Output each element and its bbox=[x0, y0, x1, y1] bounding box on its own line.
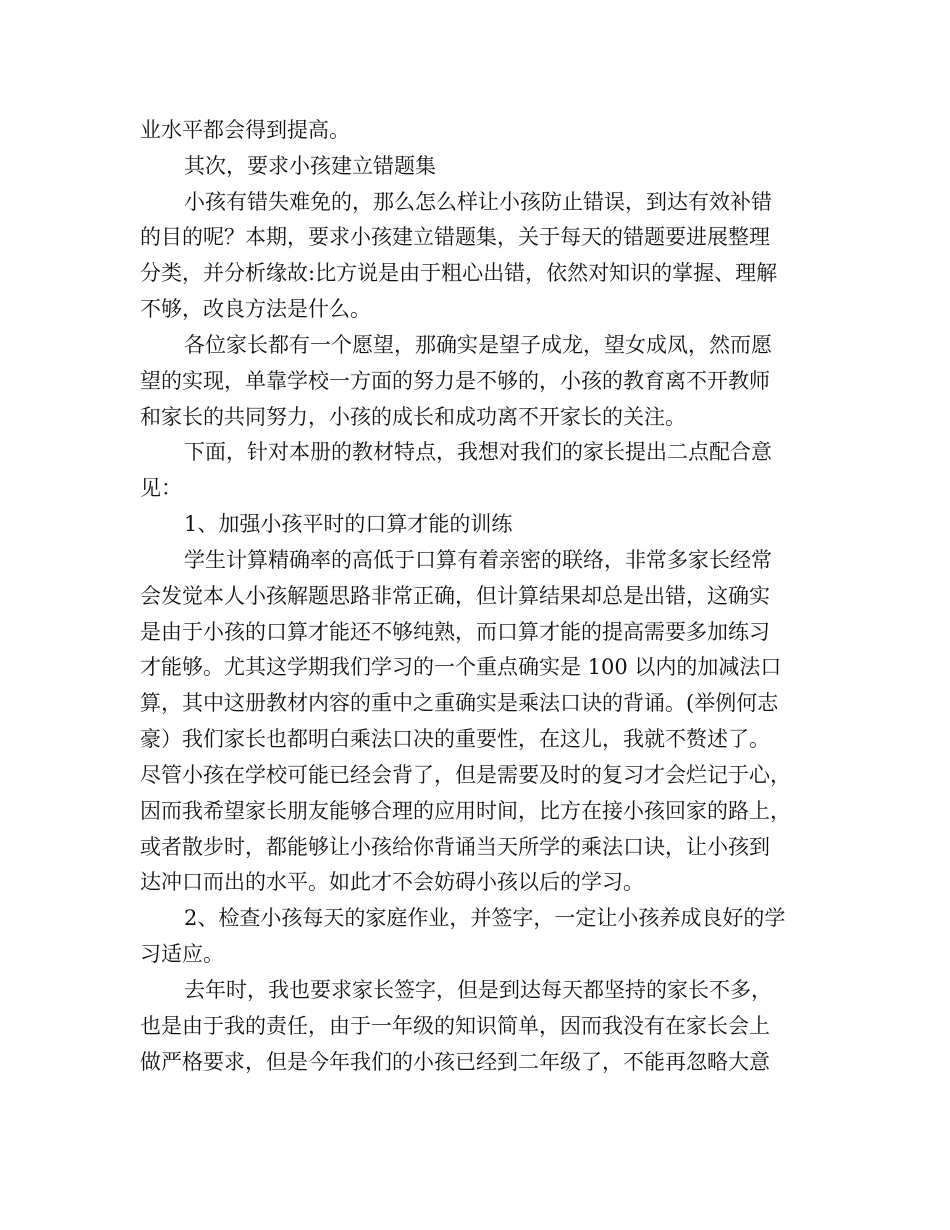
text-line: 尽管小孩在学校可能已经会背了，但是需要及时的复习才会烂记于心， bbox=[140, 763, 791, 787]
text-line: 才能够。尤其这学期我们学习的一个重点确实是 100 以内的加减法口 bbox=[140, 655, 782, 679]
text-line: 习适应。 bbox=[140, 942, 224, 966]
text-line: 是由于小孩的口算才能还不够纯熟，而口算才能的提高需要多加练习 bbox=[140, 620, 770, 644]
text-line: 达冲口而出的水平。如此才不会妨碍小孩以后的学习。 bbox=[140, 870, 644, 894]
text-line: 的目的呢？本期，要求小孩建立错题集，关于每天的错题要进展整理 bbox=[140, 225, 770, 249]
text-line: 业水平都会得到提高。 bbox=[140, 118, 350, 142]
text-line: 分类，并分析缘故:比方说是由于粗心出错，依然对知识的掌握、理解 bbox=[140, 261, 778, 285]
text-line: 各位家长都有一个愿望，那确实是望子成龙，望女成凤，然而愿 bbox=[184, 333, 772, 357]
text-line: 豪）我们家长也都明白乘法口决的重要性，在这儿，我就不赘述了。 bbox=[140, 727, 770, 751]
text-line: 或者散步时，都能够让小孩给你背诵当天所学的乘法口诀，让小孩到 bbox=[140, 835, 770, 859]
text-line: 也是由于我的责任，由于一年级的知识简单，因而我没有在家长会上 bbox=[140, 1014, 770, 1038]
text-line: 因而我希望家长朋友能够合理的应用时间，比方在接小孩回家的路上， bbox=[140, 799, 791, 823]
text-line: 下面，针对本册的教材特点，我想对我们的家长提出二点配合意 bbox=[184, 440, 772, 464]
text-line: 学生计算精确率的高低于口算有着亲密的联络，非常多家长经常 bbox=[184, 548, 772, 572]
text-line: 望的实现，单靠学校一方面的努力是不够的，小孩的教育离不开教师 bbox=[140, 369, 770, 393]
text-line: 小孩有错失难免的，那么怎么样让小孩防止错误，到达有效补错 bbox=[184, 190, 772, 214]
text-line: 算，其中这册教材内容的重中之重确实是乘法口诀的背诵。(举例何志 bbox=[140, 691, 779, 715]
text-line: 2、检查小孩每天的家庭作业，并签字，一定让小孩养成良好的学 bbox=[184, 906, 786, 930]
text-line: 不够，改良方法是什么。 bbox=[140, 297, 371, 321]
text-line: 做严格要求，但是今年我们的小孩已经到二年级了，不能再忽略大意 bbox=[140, 1050, 770, 1074]
text-line: 见： bbox=[140, 476, 182, 500]
text-line: 去年时，我也要求家长签字，但是到达每天都坚持的家长不多， bbox=[184, 978, 772, 1002]
text-line: 会发觉本人小孩解题思路非常正确，但计算结果却总是出错，这确实 bbox=[140, 584, 770, 608]
text-line: 1、加强小孩平时的口算才能的训练 bbox=[184, 512, 513, 536]
text-line: 和家长的共同努力，小孩的成长和成功离不开家长的关注。 bbox=[140, 405, 686, 429]
text-line: 其次，要求小孩建立错题集 bbox=[184, 154, 436, 178]
